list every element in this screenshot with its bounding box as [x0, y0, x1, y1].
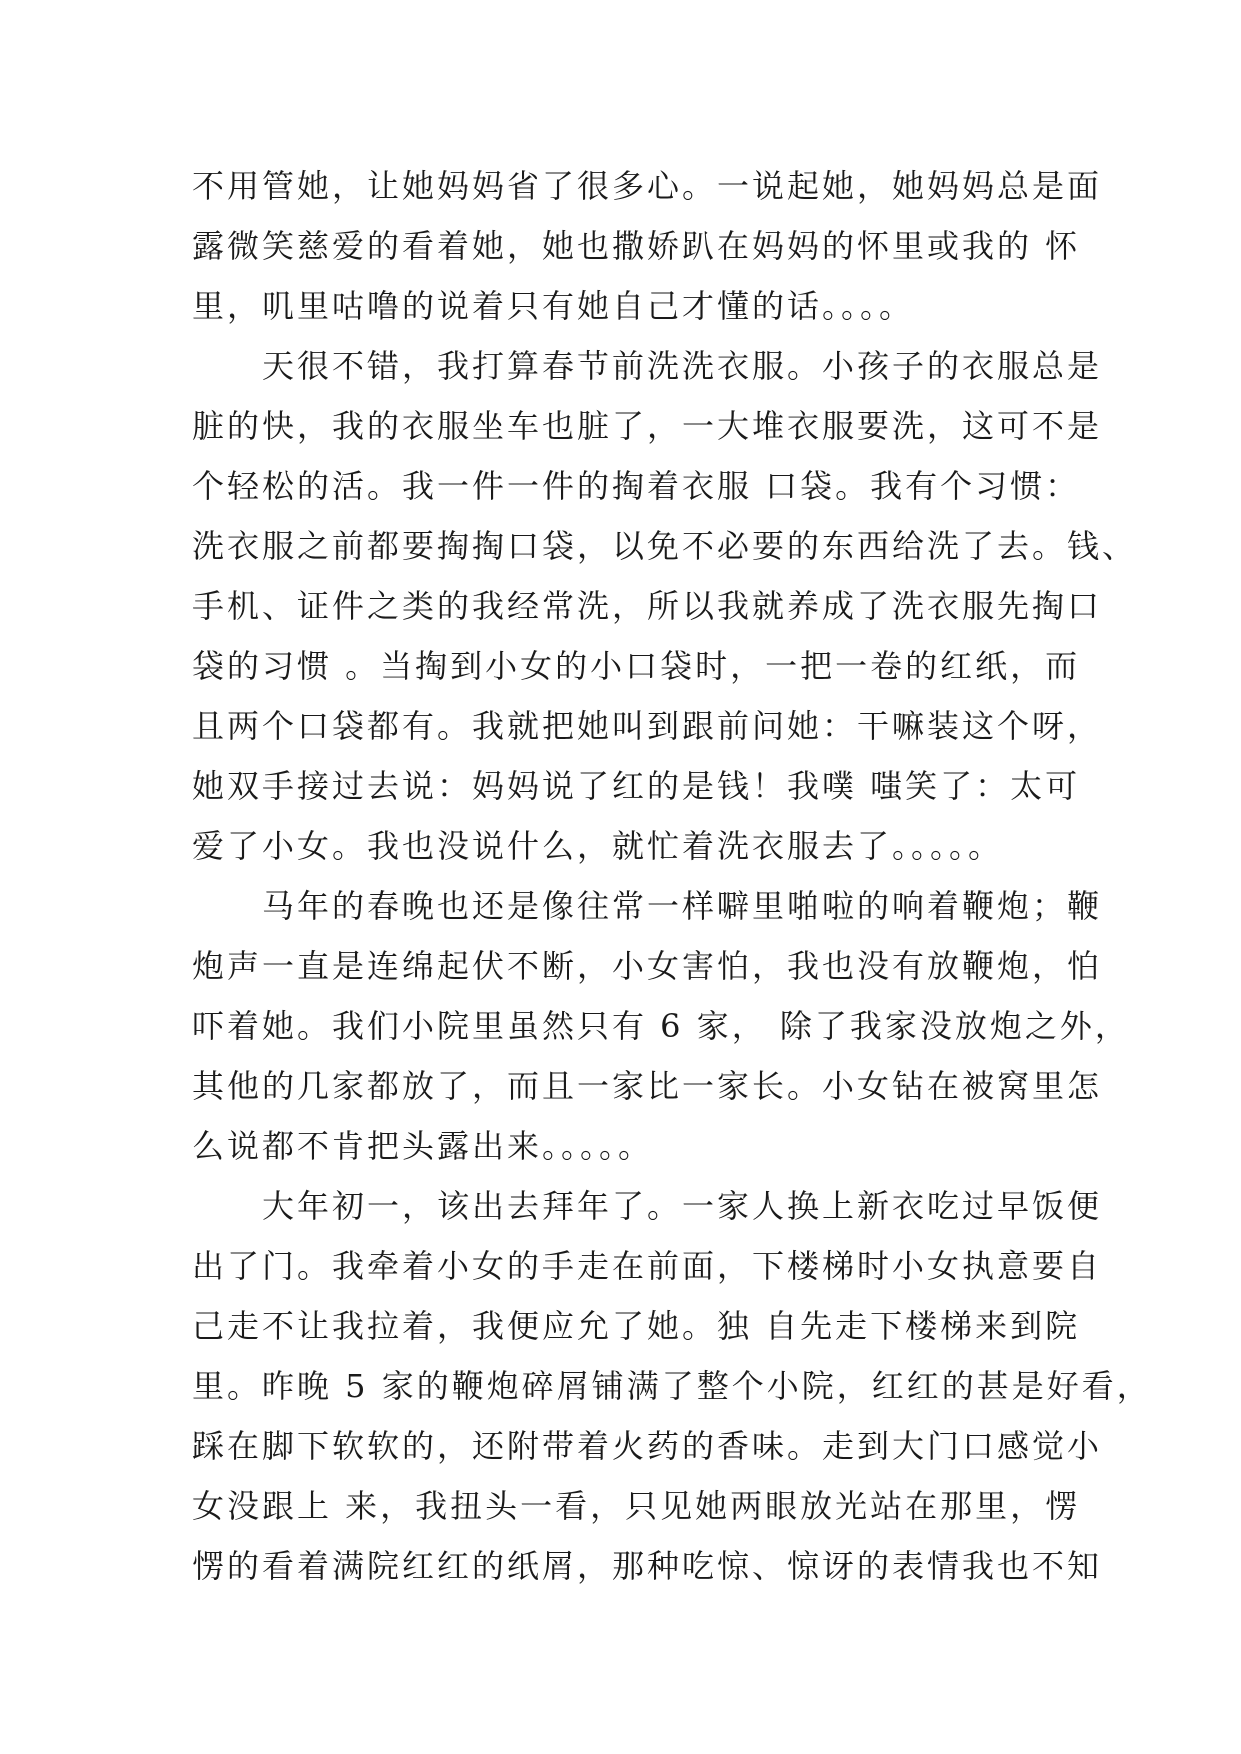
text-line: 吓着她。我们小院里虽然只有 6 家， 除了我家没放炮之外，	[192, 1007, 1130, 1045]
text-line: 女没跟上 来，我扭头一看，只见她两眼放光站在那里，愣	[192, 1487, 1081, 1525]
text-line: 马年的春晚也还是像往常一样噼里啪啦的响着鞭炮；鞭	[192, 887, 1103, 925]
text-line: 露微笑慈爱的看着她，她也撒娇趴在妈妈的怀里或我的 怀	[192, 227, 1081, 265]
text-line: 里，叽里咕噜的说着只有她自己才懂的话。。。。	[192, 287, 915, 325]
text-line: 且两个口袋都有。我就把她叫到跟前问她：干嘛装这个呀，	[192, 707, 1103, 745]
text-line: 脏的快，我的衣服坐车也脏了，一大堆衣服要洗，这可不是	[192, 407, 1103, 445]
text-line: 她双手接过去说：妈妈说了红的是钱！我噗 嗤笑了：太可	[192, 767, 1081, 805]
text-line: 己走不让我拉着，我便应允了她。独 自先走下楼梯来到院	[192, 1307, 1081, 1345]
text-line: 大年初一，该出去拜年了。一家人换上新衣吃过早饭便	[192, 1187, 1103, 1225]
text-line: 爱了小女。我也没说什么，就忙着洗衣服去了。。。。。	[192, 827, 1004, 865]
text-line: 手机、证件之类的我经常洗，所以我就养成了洗衣服先掏口	[192, 587, 1103, 625]
text-line: 出了门。我牵着小女的手走在前面，下楼梯时小女执意要自	[192, 1247, 1103, 1285]
text-line: 袋的习惯 。当掏到小女的小口袋时，一把一卷的红纸，而	[192, 647, 1081, 685]
text-line: 其他的几家都放了，而且一家比一家长。小女钻在被窝里怎	[192, 1067, 1103, 1105]
text-line: 天很不错，我打算春节前洗洗衣服。小孩子的衣服总是	[192, 347, 1103, 385]
text-line: 踩在脚下软软的，还附带着火药的香味。走到大门口感觉小	[192, 1427, 1103, 1465]
text-line: 愣的看着满院红红的纸屑，那种吃惊、惊讶的表情我也不知	[192, 1547, 1103, 1585]
body-text	[192, 156, 1152, 1596]
text-line: 个轻松的活。我一件一件的掏着衣服 口袋。我有个习惯：	[192, 467, 1081, 505]
text-line: 洗衣服之前都要掏掏口袋，以免不必要的东西给洗了去。钱、	[192, 527, 1138, 565]
text-line: 里。昨晚 5 家的鞭炮碎屑铺满了整个小院，红红的甚是好看，	[192, 1367, 1152, 1405]
text-line: 炮声一直是连绵起伏不断，小女害怕，我也没有放鞭炮，怕	[192, 947, 1103, 985]
text-line: 么说都不肯把头露出来。。。。。	[192, 1127, 654, 1165]
text-line: 不用管她，让她妈妈省了很多心。一说起她，她妈妈总是面	[192, 167, 1103, 205]
